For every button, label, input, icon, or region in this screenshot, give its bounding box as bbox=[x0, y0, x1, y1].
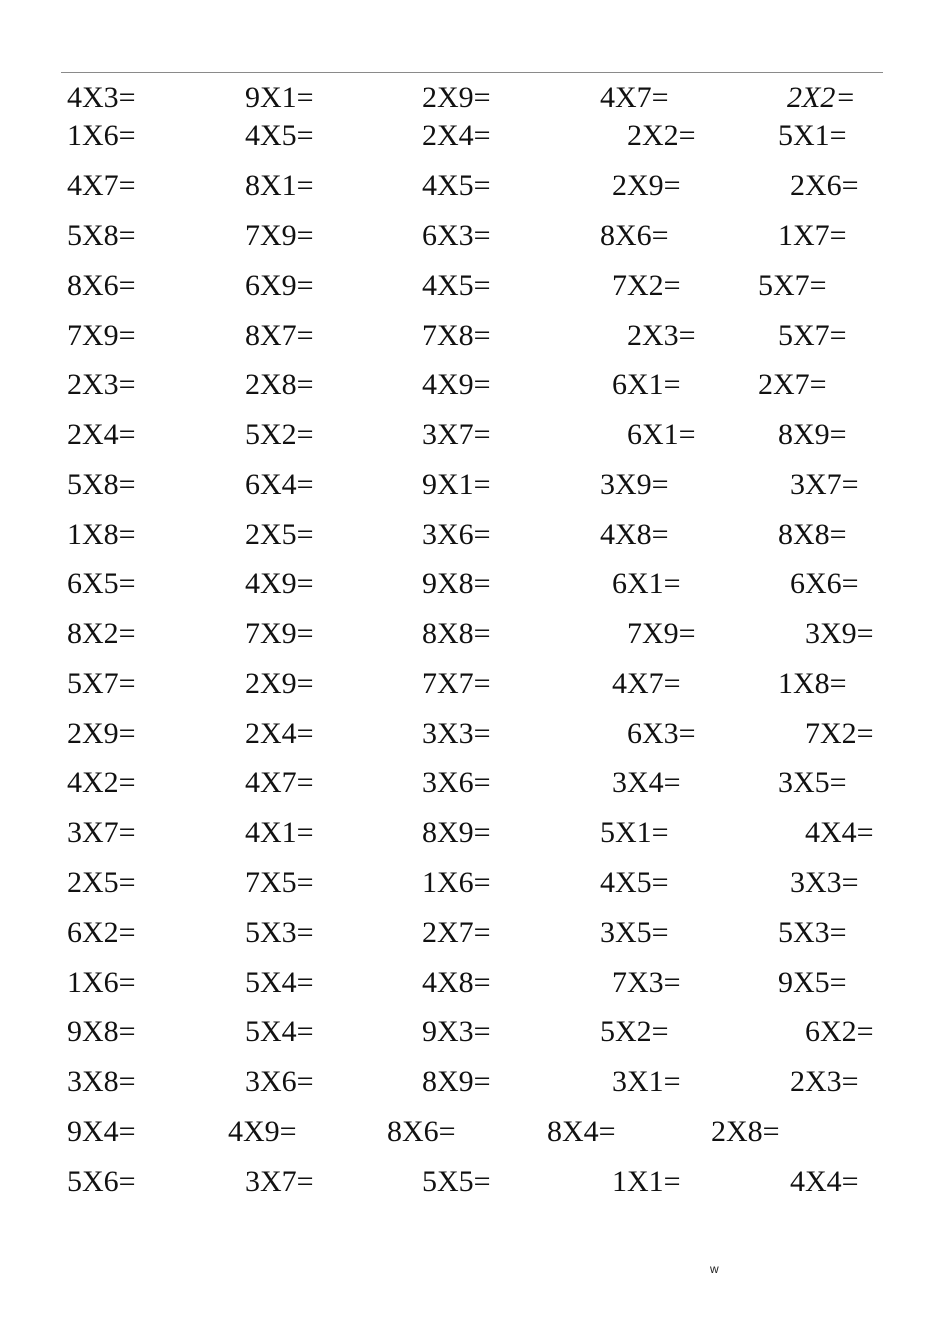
problem-r19-c4: 7X3= bbox=[612, 966, 681, 999]
problem-r21-c5: 2X3= bbox=[790, 1065, 859, 1098]
problem-r15-c3: 3X6= bbox=[422, 766, 491, 799]
problem-r17-c1: 2X5= bbox=[67, 866, 136, 899]
problem-r15-c2: 4X7= bbox=[245, 766, 314, 799]
problem-r8-c1: 2X4= bbox=[67, 418, 136, 451]
problem-r4-c4: 8X6= bbox=[600, 219, 669, 252]
problem-r22-c1: 9X4= bbox=[67, 1115, 136, 1148]
problem-r9-c3: 9X1= bbox=[422, 468, 491, 501]
problem-r15-c5: 3X5= bbox=[778, 766, 847, 799]
problem-r15-c4: 3X4= bbox=[612, 766, 681, 799]
problem-r1-c5: 2X2= bbox=[787, 81, 856, 114]
problem-r18-c2: 5X3= bbox=[245, 916, 314, 949]
problem-r16-c1: 3X7= bbox=[67, 816, 136, 849]
top-rule bbox=[61, 72, 883, 73]
problem-r22-c4: 8X4= bbox=[547, 1115, 616, 1148]
problem-r14-c4: 6X3= bbox=[627, 717, 696, 750]
problem-r5-c4: 7X2= bbox=[612, 269, 681, 302]
problem-r6-c5: 5X7= bbox=[778, 319, 847, 352]
problem-r1-c4: 4X7= bbox=[600, 81, 669, 114]
problem-r4-c3: 6X3= bbox=[422, 219, 491, 252]
problem-r10-c4: 4X8= bbox=[600, 518, 669, 551]
problem-r12-c3: 8X8= bbox=[422, 617, 491, 650]
problem-r18-c3: 2X7= bbox=[422, 916, 491, 949]
problem-r12-c2: 7X9= bbox=[245, 617, 314, 650]
problem-r16-c4: 5X1= bbox=[600, 816, 669, 849]
problem-r2-c5: 5X1= bbox=[778, 119, 847, 152]
problem-r14-c5: 7X2= bbox=[805, 717, 874, 750]
problem-r3-c4: 2X9= bbox=[612, 169, 681, 202]
problem-r7-c5: 2X7= bbox=[758, 368, 827, 401]
problem-r4-c1: 5X8= bbox=[67, 219, 136, 252]
problem-r1-c2: 9X1= bbox=[245, 81, 314, 114]
problem-r19-c1: 1X6= bbox=[67, 966, 136, 999]
problem-r9-c1: 5X8= bbox=[67, 468, 136, 501]
problem-r20-c2: 5X4= bbox=[245, 1015, 314, 1048]
problem-r21-c1: 3X8= bbox=[67, 1065, 136, 1098]
problem-r13-c4: 4X7= bbox=[612, 667, 681, 700]
problem-r18-c5: 5X3= bbox=[778, 916, 847, 949]
problem-r4-c5: 1X7= bbox=[778, 219, 847, 252]
problem-r7-c4: 6X1= bbox=[612, 368, 681, 401]
problem-r1-c3: 2X9= bbox=[422, 81, 491, 114]
problem-r3-c1: 4X7= bbox=[67, 169, 136, 202]
problem-r11-c4: 6X1= bbox=[612, 567, 681, 600]
problem-r23-c2: 3X7= bbox=[245, 1165, 314, 1198]
problem-r23-c3: 5X5= bbox=[422, 1165, 491, 1198]
problem-r22-c2: 4X9= bbox=[228, 1115, 297, 1148]
problem-r2-c3: 2X4= bbox=[422, 119, 491, 152]
problem-r7-c2: 2X8= bbox=[245, 368, 314, 401]
problem-r6-c4: 2X3= bbox=[627, 319, 696, 352]
problem-r18-c1: 6X2= bbox=[67, 916, 136, 949]
problem-r7-c3: 4X9= bbox=[422, 368, 491, 401]
problem-r9-c5: 3X7= bbox=[790, 468, 859, 501]
problem-r20-c3: 9X3= bbox=[422, 1015, 491, 1048]
problem-r2-c2: 4X5= bbox=[245, 119, 314, 152]
problem-r19-c3: 4X8= bbox=[422, 966, 491, 999]
problem-r2-c1: 1X6= bbox=[67, 119, 136, 152]
problem-r3-c3: 4X5= bbox=[422, 169, 491, 202]
problem-r17-c4: 4X5= bbox=[600, 866, 669, 899]
problem-r17-c2: 7X5= bbox=[245, 866, 314, 899]
problem-r3-c2: 8X1= bbox=[245, 169, 314, 202]
problem-r8-c2: 5X2= bbox=[245, 418, 314, 451]
problem-r11-c3: 9X8= bbox=[422, 567, 491, 600]
problem-r8-c3: 3X7= bbox=[422, 418, 491, 451]
problem-r20-c5: 6X2= bbox=[805, 1015, 874, 1048]
problem-r9-c4: 3X9= bbox=[600, 468, 669, 501]
problem-r11-c5: 6X6= bbox=[790, 567, 859, 600]
problem-r20-c4: 5X2= bbox=[600, 1015, 669, 1048]
problem-r16-c2: 4X1= bbox=[245, 816, 314, 849]
problem-r13-c5: 1X8= bbox=[778, 667, 847, 700]
problem-r5-c2: 6X9= bbox=[245, 269, 314, 302]
problem-r16-c3: 8X9= bbox=[422, 816, 491, 849]
problem-r11-c2: 4X9= bbox=[245, 567, 314, 600]
problem-r7-c1: 2X3= bbox=[67, 368, 136, 401]
problem-r23-c4: 1X1= bbox=[612, 1165, 681, 1198]
problem-r13-c2: 2X9= bbox=[245, 667, 314, 700]
problem-r10-c1: 1X8= bbox=[67, 518, 136, 551]
problem-r5-c1: 8X6= bbox=[67, 269, 136, 302]
problem-r10-c2: 2X5= bbox=[245, 518, 314, 551]
problem-r8-c5: 8X9= bbox=[778, 418, 847, 451]
problem-r13-c1: 5X7= bbox=[67, 667, 136, 700]
problem-r14-c2: 2X4= bbox=[245, 717, 314, 750]
problem-r4-c2: 7X9= bbox=[245, 219, 314, 252]
problem-r6-c3: 7X8= bbox=[422, 319, 491, 352]
problem-r12-c4: 7X9= bbox=[627, 617, 696, 650]
problem-r23-c1: 5X6= bbox=[67, 1165, 136, 1198]
problem-r12-c5: 3X9= bbox=[805, 617, 874, 650]
footer-mark: w bbox=[710, 1262, 719, 1276]
problem-r12-c1: 8X2= bbox=[67, 617, 136, 650]
problem-r6-c1: 7X9= bbox=[67, 319, 136, 352]
problem-r5-c3: 4X5= bbox=[422, 269, 491, 302]
problem-r19-c5: 9X5= bbox=[778, 966, 847, 999]
problem-r13-c3: 7X7= bbox=[422, 667, 491, 700]
problem-r23-c5: 4X4= bbox=[790, 1165, 859, 1198]
problem-r16-c5: 4X4= bbox=[805, 816, 874, 849]
problem-r15-c1: 4X2= bbox=[67, 766, 136, 799]
problem-r21-c2: 3X6= bbox=[245, 1065, 314, 1098]
problem-r17-c3: 1X6= bbox=[422, 866, 491, 899]
problem-r22-c3: 8X6= bbox=[387, 1115, 456, 1148]
problem-r9-c2: 6X4= bbox=[245, 468, 314, 501]
problem-r20-c1: 9X8= bbox=[67, 1015, 136, 1048]
problem-r17-c5: 3X3= bbox=[790, 866, 859, 899]
problem-r22-c5: 2X8= bbox=[711, 1115, 780, 1148]
problem-r6-c2: 8X7= bbox=[245, 319, 314, 352]
problem-r1-c1: 4X3= bbox=[67, 81, 136, 114]
problem-r10-c3: 3X6= bbox=[422, 518, 491, 551]
problem-r21-c3: 8X9= bbox=[422, 1065, 491, 1098]
problem-r2-c4: 2X2= bbox=[627, 119, 696, 152]
problem-r18-c4: 3X5= bbox=[600, 916, 669, 949]
problem-r14-c3: 3X3= bbox=[422, 717, 491, 750]
problem-r3-c5: 2X6= bbox=[790, 169, 859, 202]
problem-r11-c1: 6X5= bbox=[67, 567, 136, 600]
problem-r19-c2: 5X4= bbox=[245, 966, 314, 999]
problem-r10-c5: 8X8= bbox=[778, 518, 847, 551]
problem-r8-c4: 6X1= bbox=[627, 418, 696, 451]
problem-r21-c4: 3X1= bbox=[612, 1065, 681, 1098]
problem-r5-c5: 5X7= bbox=[758, 269, 827, 302]
problem-r14-c1: 2X9= bbox=[67, 717, 136, 750]
